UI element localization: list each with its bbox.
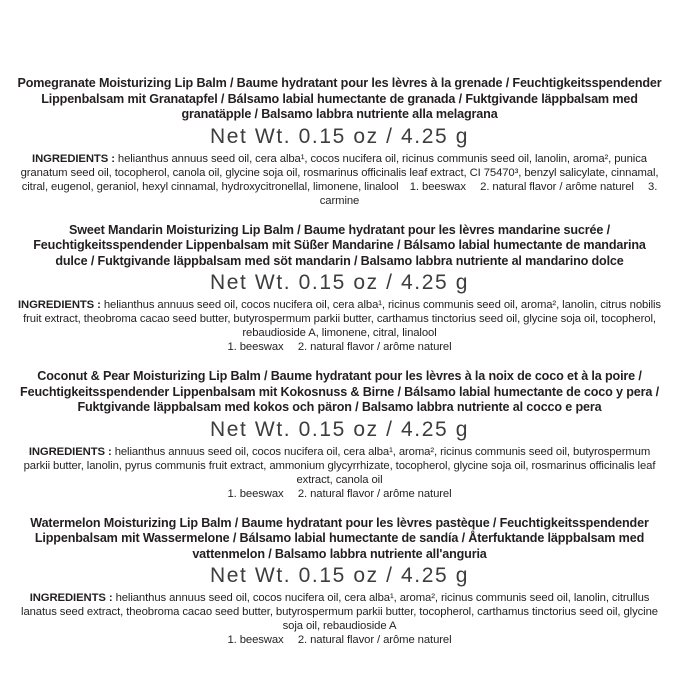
ingredients-text: helianthus annuus seed oil, cera alba¹, cocos nucifera oil, ricinus communis seed oil, lanolin, aroma², punica granatum seed oil, tocopherol, canola oil, glycine soja oil, rosmarinus officinalis leaf extract, CI 75470³, benzyl salicylate, cinnamal, citral, eugenol, geraniol, hexyl cinnamal, hydroxycitronellal, limonene, linalool — [20, 152, 659, 193]
net-weight: Net Wt. 0.15 oz / 4.25 g — [209, 271, 469, 294]
ingredients-footnotes: 1. beeswax 2. natural flavor / arôme naturel 3. carmine — [319, 180, 658, 207]
product-section-pomegranate — [16, 76, 663, 208]
ingredients-label: INGREDIENTS : — [28, 445, 112, 458]
product-section-coconut-pear — [16, 369, 663, 501]
product-title: Sweet Mandarin Moisturizing Lip Balm / Baume hydratant pour les lèvres mandarine sucrée / Feuchtigkeitsspendender Lippenbalsam mit Süßer Mandarine / Bálsamo labial humectante de mandarina dulce / Fuktgivande läppbalsam med söt mandarin / Balsamo labbra nutriente al mandarino dolce — [33, 222, 646, 268]
ingredients-paragraph — [16, 298, 663, 354]
ingredients-text: helianthus annuus seed oil, cocos nucifera oil, cera alba¹, aroma², ricinus communis seed oil, lanolin, citrullus lanatus seed extract, theobroma cacao seed butter, butyrospermum parkii butter, tocopherol, carthamus tinctorius seed oil, glycine soja oil, rebaudioside A — [21, 592, 658, 632]
product-title: Watermelon Moisturizing Lip Balm / Baume hydratant pour les lèvres pastèque / Feuchtigkeitsspendender Lippenbalsam mit Wassermelone / Bálsamo labial humectante de sandía / Återfuktande läppbalsam med vattenmelon / Balsamo labbra nutriente all'anguria — [30, 515, 649, 561]
product-section-watermelon — [16, 516, 663, 648]
ingredients-label: INGREDIENTS : — [29, 592, 113, 604]
ingredients-paragraph — [16, 591, 663, 647]
product-section-sweet-mandarin — [16, 223, 663, 355]
ingredients-paragraph — [16, 445, 663, 501]
ingredients-label: INGREDIENTS : — [32, 152, 115, 165]
ingredients-footnotes: 1. beeswax 2. natural flavor / arôme naturel — [227, 634, 452, 646]
product-title: Pomegranate Moisturizing Lip Balm / Baume hydratant pour les lèvres à la grenade / Feuchtigkeitsspendender Lippenbalsam mit Granatapfel / Bálsamo labial humectante de granada / Fuktgivande läppbalsam med granatäpple / Balsamo labbra nutriente alla melagrana — [17, 76, 662, 121]
net-weight: Net Wt. 0.15 oz / 4.25 g — [209, 417, 469, 441]
ingredients-label: INGREDIENTS : — [18, 299, 101, 311]
net-weight: Net Wt. 0.15 oz / 4.25 g — [209, 124, 469, 148]
ingredients-text: helianthus annuus seed oil, cocos nucifera oil, cera alba¹, ricinus communis seed oil, aroma², lanolin, citrus nobilis fruit extract, theobroma cacao seed butter, butyrospermum parkii butter, carthamus tinctorius seed oil, glycine soja oil, tocopherol, rebaudioside A, limonene, citral, linalool — [23, 299, 661, 339]
net-weight: Net Wt. 0.15 oz / 4.25 g — [209, 564, 469, 587]
product-title: Coconut & Pear Moisturizing Lip Balm / Baume hydratant pour les lèvres à la noix de coco et à la poire / Feuchtigkeitsspendender Lippenbalsam mit Kokosnuss & Birne / Bálsamo labial humectante de coco y pera / Fuktgivande läppbalsam med kokos och päron / Balsamo labbra nutriente al cocco e pera — [20, 369, 659, 414]
ingredients-footnotes: 1. beeswax 2. natural flavor / arôme naturel — [227, 487, 452, 500]
ingredients-footnotes: 1. beeswax 2. natural flavor / arôme naturel — [227, 341, 452, 353]
ingredients-text: helianthus annuus seed oil, cocos nucifera oil, cera alba¹, aroma², ricinus communis seed oil, butyrospermum parkii butter, lanolin, pyrus communis fruit extract, ammonium glycyrrhizate, tocopherol, glycine soja oil, rosmarinus officinalis leaf extract, canola oil — [23, 445, 656, 486]
ingredients-paragraph — [16, 152, 663, 208]
